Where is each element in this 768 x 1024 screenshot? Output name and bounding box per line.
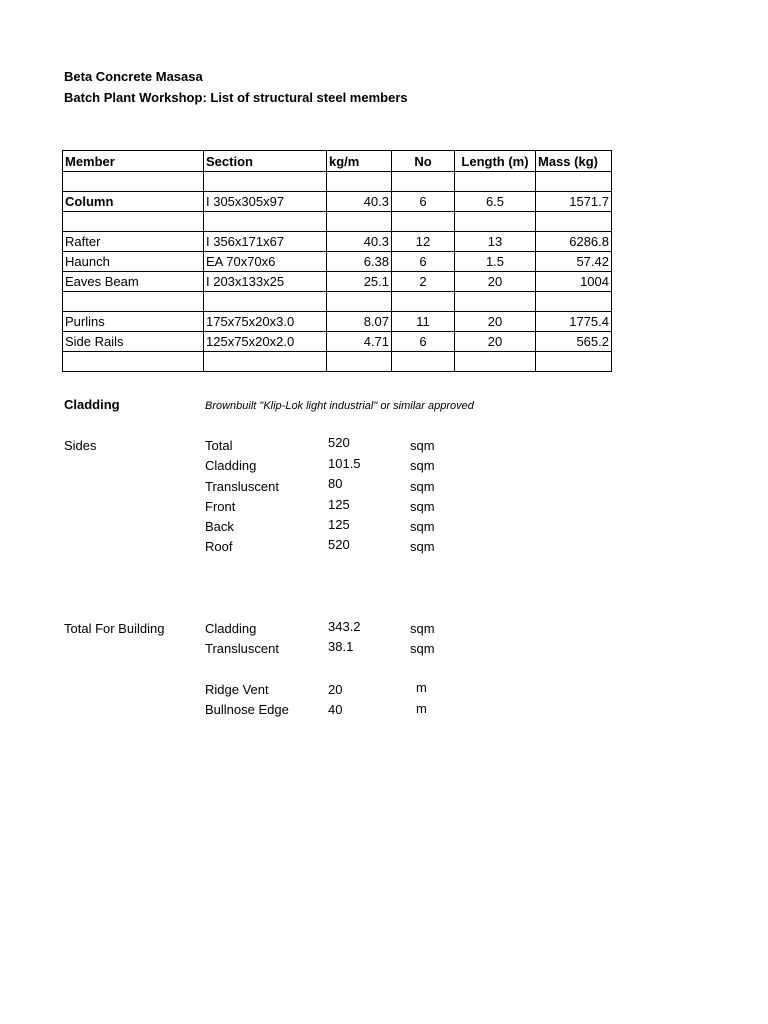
kgm-cell: 40.3	[327, 232, 392, 252]
table-cell	[536, 212, 612, 232]
length-cell: 13	[455, 232, 536, 252]
mass-cell: 1775.4	[536, 312, 612, 332]
total-item-unit: sqm	[410, 641, 435, 656]
cladding-heading: Cladding	[64, 397, 120, 412]
table-cell	[392, 172, 455, 192]
length-cell: 6.5	[455, 192, 536, 212]
member-cell: Eaves Beam	[63, 272, 204, 292]
sides-item-label: Roof	[205, 539, 233, 554]
total-item-label: Cladding	[205, 621, 257, 636]
total-item-value: 343.2	[328, 619, 361, 634]
extra-item-unit: m	[416, 701, 427, 716]
member-cell: Rafter	[63, 232, 204, 252]
section-cell: I 356x171x67	[204, 232, 327, 252]
steel-members-table	[62, 150, 612, 372]
sides-item-unit: sqm	[410, 458, 435, 473]
kgm-cell: 25.1	[327, 272, 392, 292]
sides-item-unit: sqm	[410, 479, 435, 494]
length-cell: 20	[455, 332, 536, 352]
table-cell	[536, 172, 612, 192]
table-cell	[536, 292, 612, 312]
sides-item-unit: sqm	[410, 519, 435, 534]
table-cell	[204, 172, 327, 192]
count-cell: 6	[392, 192, 455, 212]
table-row	[63, 352, 612, 372]
count-cell: 11	[392, 312, 455, 332]
member-cell: Column	[63, 192, 204, 212]
table-cell	[327, 172, 392, 192]
table-cell	[392, 352, 455, 372]
member-cell: Purlins	[63, 312, 204, 332]
table-row	[63, 212, 612, 232]
sides-item-value: 520	[328, 435, 350, 450]
cladding-note: Brownbuilt "Klip-Lok light industrial" or similar approved	[205, 400, 474, 412]
sides-item-label: Cladding	[205, 458, 257, 473]
count-cell: 6	[392, 332, 455, 352]
section-cell: EA 70x70x6	[204, 252, 327, 272]
mass-cell: 57.42	[536, 252, 612, 272]
kgm-cell: 4.71	[327, 332, 392, 352]
column-header: kg/m	[327, 151, 392, 172]
sides-item-value: 125	[328, 517, 350, 532]
mass-cell: 1571.7	[536, 192, 612, 212]
sides-item-label: Back	[205, 519, 234, 534]
sides-item-unit: sqm	[410, 438, 435, 453]
table-row	[63, 252, 612, 272]
member-cell: Side Rails	[63, 332, 204, 352]
sides-item-unit: sqm	[410, 539, 435, 554]
table-row	[63, 312, 612, 332]
sides-item-value: 520	[328, 537, 350, 552]
company-title: Beta Concrete Masasa	[64, 69, 203, 84]
length-cell: 1.5	[455, 252, 536, 272]
table-cell	[63, 212, 204, 232]
extra-item-label: Ridge Vent	[205, 682, 269, 697]
table-cell	[327, 212, 392, 232]
kgm-cell: 6.38	[327, 252, 392, 272]
column-header: Member	[63, 151, 204, 172]
table-cell	[204, 212, 327, 232]
table-row	[63, 292, 612, 312]
table-row	[63, 272, 612, 292]
total-item-value: 38.1	[328, 639, 354, 654]
column-header: Length (m)	[455, 151, 536, 172]
extra-item-unit: m	[416, 680, 427, 695]
count-cell: 12	[392, 232, 455, 252]
length-cell: 20	[455, 312, 536, 332]
mass-cell: 1004	[536, 272, 612, 292]
table-row	[63, 172, 612, 192]
sides-item-label: Front	[205, 499, 236, 514]
mass-cell: 565.2	[536, 332, 612, 352]
table-row	[63, 192, 612, 212]
table-cell	[455, 172, 536, 192]
extra-item-value: 40	[328, 702, 343, 717]
table-cell	[204, 352, 327, 372]
table-cell	[204, 292, 327, 312]
table-cell	[536, 352, 612, 372]
mass-cell: 6286.8	[536, 232, 612, 252]
section-cell: 175x75x20x3.0	[204, 312, 327, 332]
section-cell: I 203x133x25	[204, 272, 327, 292]
length-cell: 20	[455, 272, 536, 292]
sides-label: Sides	[64, 438, 97, 453]
table-cell	[63, 292, 204, 312]
table-header-row	[63, 151, 612, 172]
kgm-cell: 8.07	[327, 312, 392, 332]
sides-item-value: 80	[328, 476, 343, 491]
column-header: No	[392, 151, 455, 172]
sides-item-unit: sqm	[410, 499, 435, 514]
section-cell: 125x75x20x2.0	[204, 332, 327, 352]
sides-item-label: Total	[205, 438, 233, 453]
extra-item-value: 20	[328, 682, 343, 697]
table-cell	[63, 172, 204, 192]
table-cell	[392, 212, 455, 232]
document-subtitle: Batch Plant Workshop: List of structural steel members	[64, 90, 408, 105]
sides-item-value: 101.5	[328, 456, 361, 471]
table-cell	[327, 292, 392, 312]
kgm-cell: 40.3	[327, 192, 392, 212]
total-item-label: Transluscent	[205, 641, 279, 656]
member-cell: Haunch	[63, 252, 204, 272]
table-cell	[455, 352, 536, 372]
count-cell: 6	[392, 252, 455, 272]
total-building-label: Total For Building	[64, 621, 165, 636]
extra-item-label: Bullnose Edge	[205, 702, 289, 717]
count-cell: 2	[392, 272, 455, 292]
table-row	[63, 232, 612, 252]
sides-item-label: Transluscent	[205, 479, 279, 494]
table-cell	[392, 292, 455, 312]
table-cell	[455, 212, 536, 232]
table-cell	[327, 352, 392, 372]
sides-item-value: 125	[328, 497, 350, 512]
table-cell	[455, 292, 536, 312]
column-header: Section	[204, 151, 327, 172]
total-item-unit: sqm	[410, 621, 435, 636]
table-cell	[63, 352, 204, 372]
table-row	[63, 332, 612, 352]
section-cell: I 305x305x97	[204, 192, 327, 212]
column-header: Mass (kg)	[536, 151, 612, 172]
